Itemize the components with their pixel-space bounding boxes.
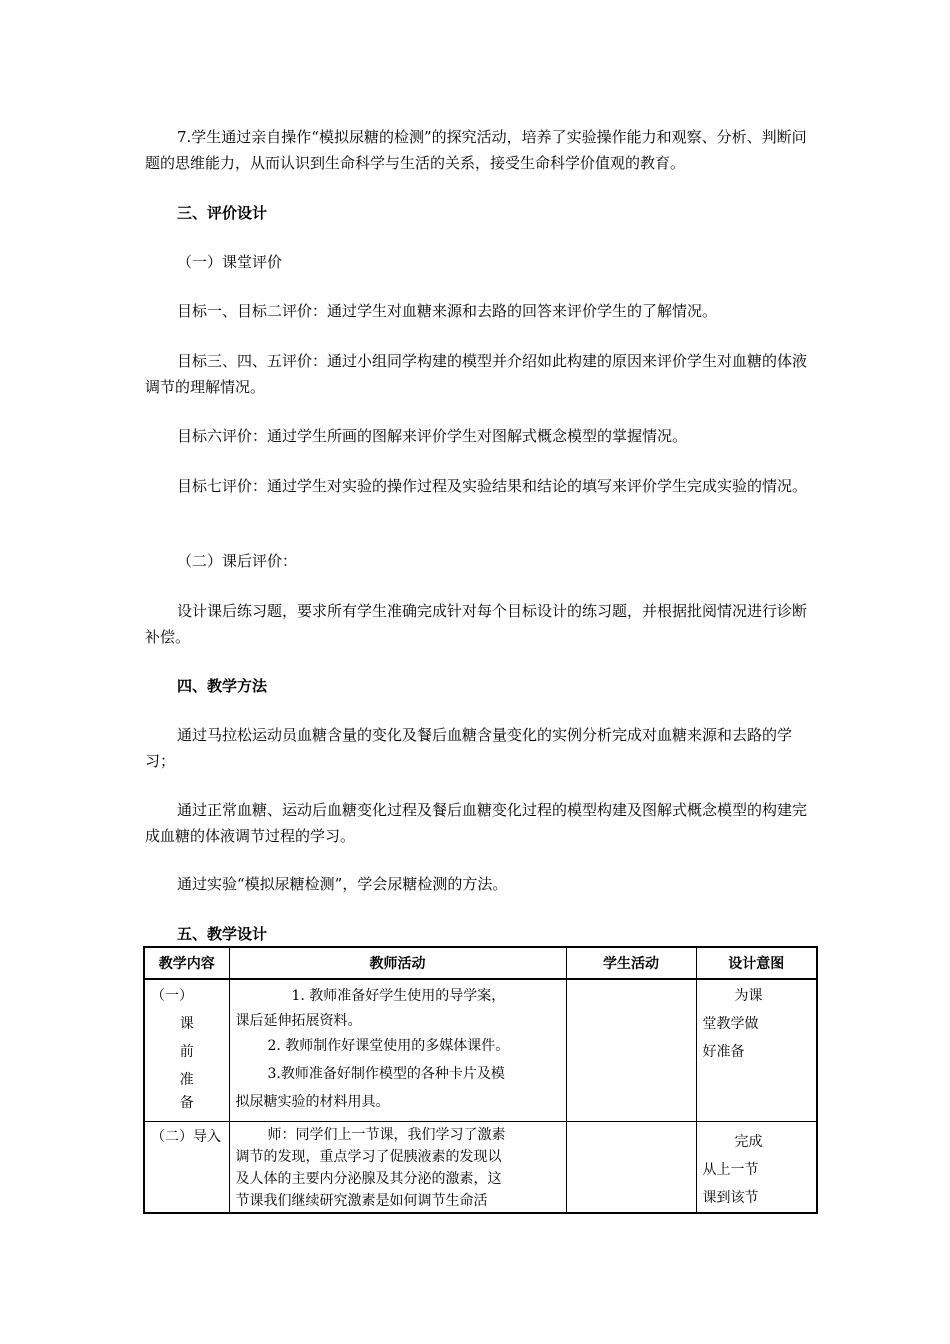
row1-teacher-line: 课后延伸拓展资料。 bbox=[235, 1013, 362, 1029]
header-teacher-activity: 教师活动 bbox=[229, 947, 566, 979]
row1-teacher-line: 2. 教师制作好课堂使用的多媒体课件。 bbox=[267, 1038, 510, 1054]
evaluation-3-paragraph: 目标六评价：通过学生所画的图解来评价学生对图解式概念模型的掌握情况。 bbox=[177, 427, 688, 445]
section-4-heading: 四、教学方法 bbox=[177, 677, 268, 695]
table-header-row bbox=[144, 947, 817, 979]
header-student-activity: 学生活动 bbox=[566, 947, 696, 979]
after-class-evaluation-subheading: （二）课后评价： bbox=[177, 552, 298, 570]
row1-intent-line: 好准备 bbox=[702, 1044, 745, 1060]
method-2-paragraph: 通过正常血糖、运动后血糖变化过程及餐后血糖变化过程的模型构建及图解式概念模型的构建完成血糖的体液调节过程的学习。 bbox=[145, 801, 808, 845]
row1-teacher-line: 拟尿糖实验的材料用具。 bbox=[235, 1094, 390, 1110]
row1-teacher-line: 1. 教师准备好学生使用的导学案， bbox=[291, 988, 506, 1004]
row1-intent-cell bbox=[696, 979, 817, 1121]
row1-student-cell bbox=[566, 979, 696, 1121]
row1-content-line: 准 bbox=[179, 1072, 194, 1088]
row2-teacher-cell bbox=[229, 1121, 566, 1213]
row1-content-line: 前 bbox=[179, 1044, 194, 1060]
section-3-heading: 三、评价设计 bbox=[177, 204, 268, 222]
row1-content-line: （一） bbox=[151, 988, 193, 1004]
row1-content-cell bbox=[144, 979, 229, 1121]
row2-teacher-line: 调节的发现，重点学习了促胰液素的发现以 bbox=[235, 1148, 502, 1165]
evaluation-4-paragraph: 目标七评价：通过学生对实验的操作过程及实验结果和结论的填写来评价学生完成实验的情况。 bbox=[177, 477, 808, 495]
table-row bbox=[144, 1121, 817, 1213]
objective-7-paragraph: 7.学生通过亲自操作“模拟尿糖的检测”的探究活动，培养了实验操作能力和观察、分析、判断问题的思维能力，从而认识到生命科学与生活的关系，接受生命科学价值观的教育。 bbox=[145, 128, 807, 172]
row2-intent-cell bbox=[696, 1121, 817, 1213]
evaluation-1-paragraph: 目标一、目标二评价：通过学生对血糖来源和去路的回答来评价学生的了解情况。 bbox=[177, 302, 718, 320]
method-3-paragraph: 通过实验“模拟尿糖检测”，学会尿糖检测的方法。 bbox=[177, 875, 508, 893]
header-content: 教学内容 bbox=[144, 947, 229, 979]
table-row bbox=[144, 979, 817, 1121]
row1-teacher-cell bbox=[229, 979, 566, 1121]
row1-teacher-line: 3.教师准备好制作模型的各种卡片及模 bbox=[267, 1066, 505, 1082]
method-1-paragraph: 通过马拉松运动员血糖含量的变化及餐后血糖含量变化的实例分析完成对血糖来源和去路的学习； bbox=[145, 726, 793, 770]
header-design-intent: 设计意图 bbox=[696, 947, 817, 979]
evaluation-2-paragraph: 目标三、四、五评价：通过小组同学构建的模型并介绍如此构建的原因来评价学生对血糖的体液调节的理解情况。 bbox=[145, 352, 808, 396]
row1-intent-line: 为课 bbox=[734, 988, 763, 1004]
row1-content-line: 课 bbox=[179, 1016, 194, 1032]
row1-intent-line: 堂教学做 bbox=[702, 1016, 759, 1032]
row2-content-cell: （二）导入 bbox=[144, 1121, 229, 1213]
teaching-design-table bbox=[143, 946, 818, 1214]
classroom-evaluation-subheading: （一）课堂评价 bbox=[177, 253, 283, 271]
row2-intent-line: 课到该节 bbox=[702, 1189, 759, 1206]
row2-student-cell bbox=[566, 1121, 696, 1213]
row2-teacher-line: 及人体的主要内分泌腺及其分泌的激素，这 bbox=[235, 1170, 502, 1187]
row2-intent-line: 从上一节 bbox=[702, 1161, 759, 1178]
row2-teacher-line: 节课我们继续研究激素是如何调节生命活 bbox=[235, 1192, 488, 1209]
row2-teacher-line: 师：同学们上一节课，我们学习了激素 bbox=[267, 1126, 506, 1143]
evaluation-5-paragraph: 设计课后练习题，要求所有学生准确完成针对每个目标设计的练习题，并根据批阅情况进行诊断补偿。 bbox=[145, 602, 808, 646]
section-5-heading: 五、教学设计 bbox=[177, 925, 268, 943]
row1-content-line: 备 bbox=[179, 1095, 194, 1108]
row2-intent-line: 完成 bbox=[734, 1133, 763, 1150]
